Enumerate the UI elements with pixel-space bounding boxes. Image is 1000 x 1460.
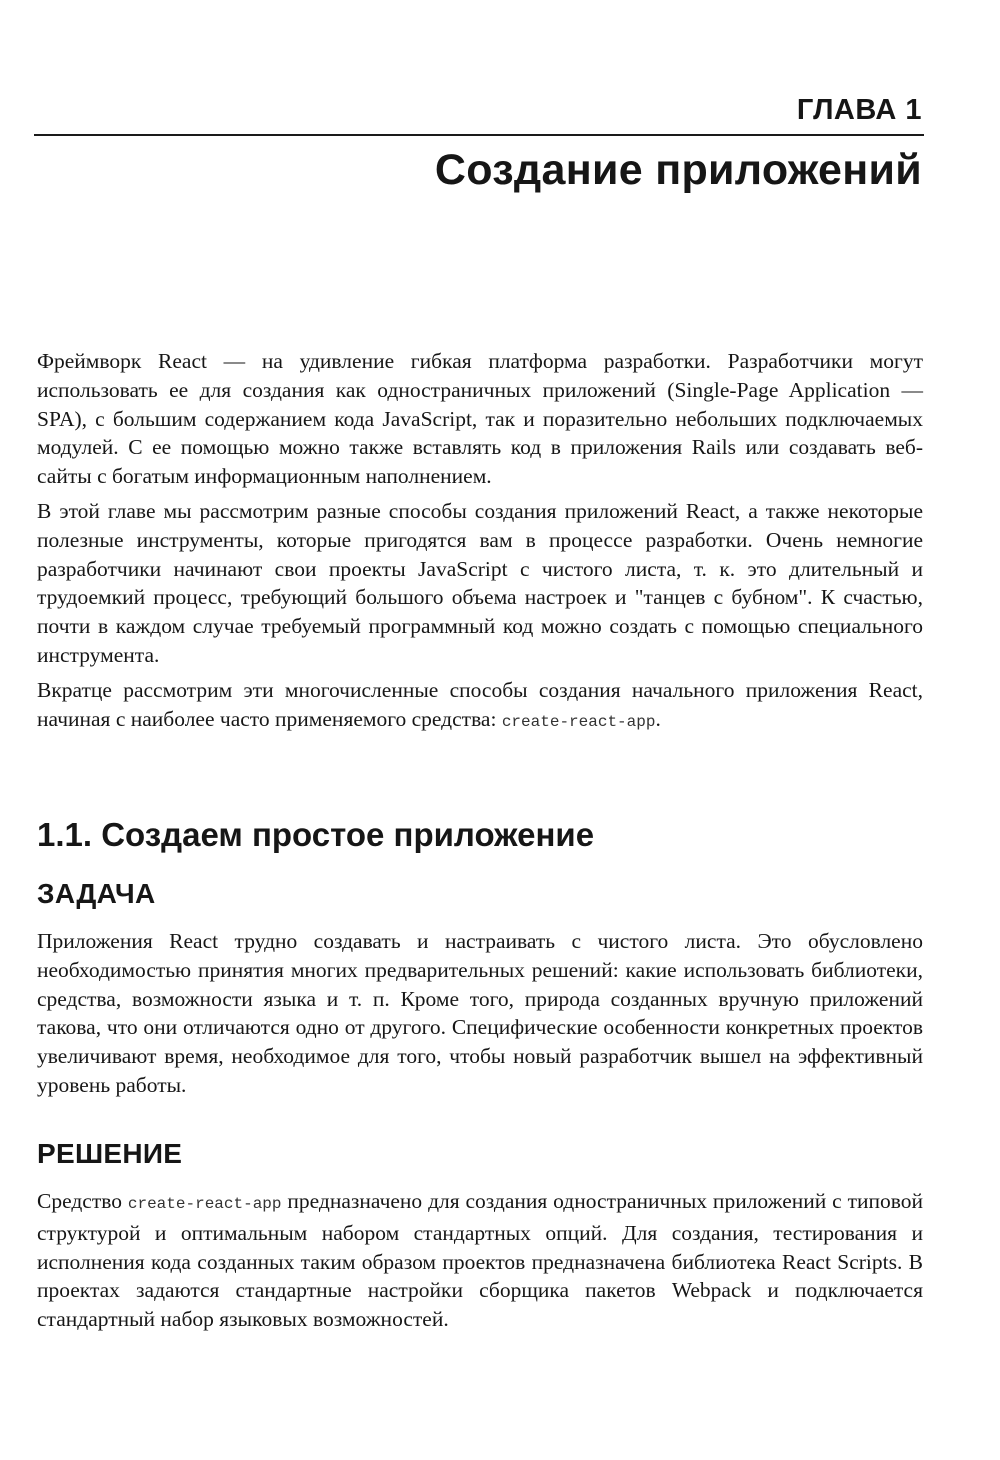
- chapter-label: ГЛАВА 1: [796, 94, 922, 126]
- intro-paragraph-3: [37, 676, 923, 737]
- task-heading: ЗАДАЧА: [37, 878, 156, 909]
- solution-text-rest: предназначено для создания одностраничных приложений с типовой структурой и оптимальным набором стандартных опций. Для создания, тестирования и исполнения кода созданных таким образом проектов предназначена библиотека React Scripts. В проектах задаются стандартные настройки сборщика пакетов Webpack и подключается стандартный набор языковых возможностей.: [37, 1189, 924, 1332]
- intro-paragraph-1: Фреймворк React — на удивление гибкая платформа разработки. Разработчики могут использовать ее для создания как одностраничных приложений (Single-Page Application — SPA), с большим содержанием кода JavaScript, так и поразительно небольших подключаемых модулей. С ее помощью можно также вставлять код в приложения Rails или создавать веб-сайты с богатым информационным наполнением.: [37, 349, 923, 489]
- solution-body: [37, 1187, 923, 1334]
- intro-paragraph-2: В этой главе мы рассмотрим разные способы создания приложений React, а также некоторые полезные инструменты, которые пригодятся вам в процессе разработки. Очень немногие разработчики начинают свои проекты JavaScript с чистого листа, т. к. это длительный и трудоемкий процесс, требующий большого объема настроек и "танцев с бубном". К счастью, почти в каждом случае требуемый программный код можно создать с помощью специального инструмента.: [37, 498, 923, 667]
- chapter-divider: [34, 134, 924, 136]
- chapter-title: Создание приложений: [434, 146, 922, 194]
- solution-text-start: Средство: [37, 1189, 128, 1213]
- inline-code-create-react-app-2: create-react-app: [127, 1195, 282, 1213]
- section-title: 1.1. Создаем простое приложение: [37, 816, 595, 853]
- solution-heading: РЕШЕНИЕ: [37, 1138, 183, 1169]
- task-paragraph: Приложения React трудно создавать и настраивать с чистого листа. Это обусловлено необходимостью принятия многих предварительных решений: какие использовать библиотеки, средства, возможности языка и т. п. Кроме того, природа созданных вручную приложений такова, что они отличаются одно от другого. Специфические особенности конкретных проектов увеличивают время, необходимое для того, чтобы новый разработчик вышел на эффективный уровень работы.: [37, 929, 923, 1097]
- intro-paragraph-3-text: Вкратце рассмотрим эти многочисленные способы создания начального приложения React, начиная с наиболее часто применяемого средства:: [37, 677, 923, 731]
- intro-paragraph-3-end: .: [655, 706, 661, 731]
- inline-code-create-react-app: create-react-app: [501, 712, 656, 731]
- task-body: [37, 927, 923, 1100]
- solution-paragraph: [37, 1187, 923, 1334]
- intro-text: [37, 347, 923, 736]
